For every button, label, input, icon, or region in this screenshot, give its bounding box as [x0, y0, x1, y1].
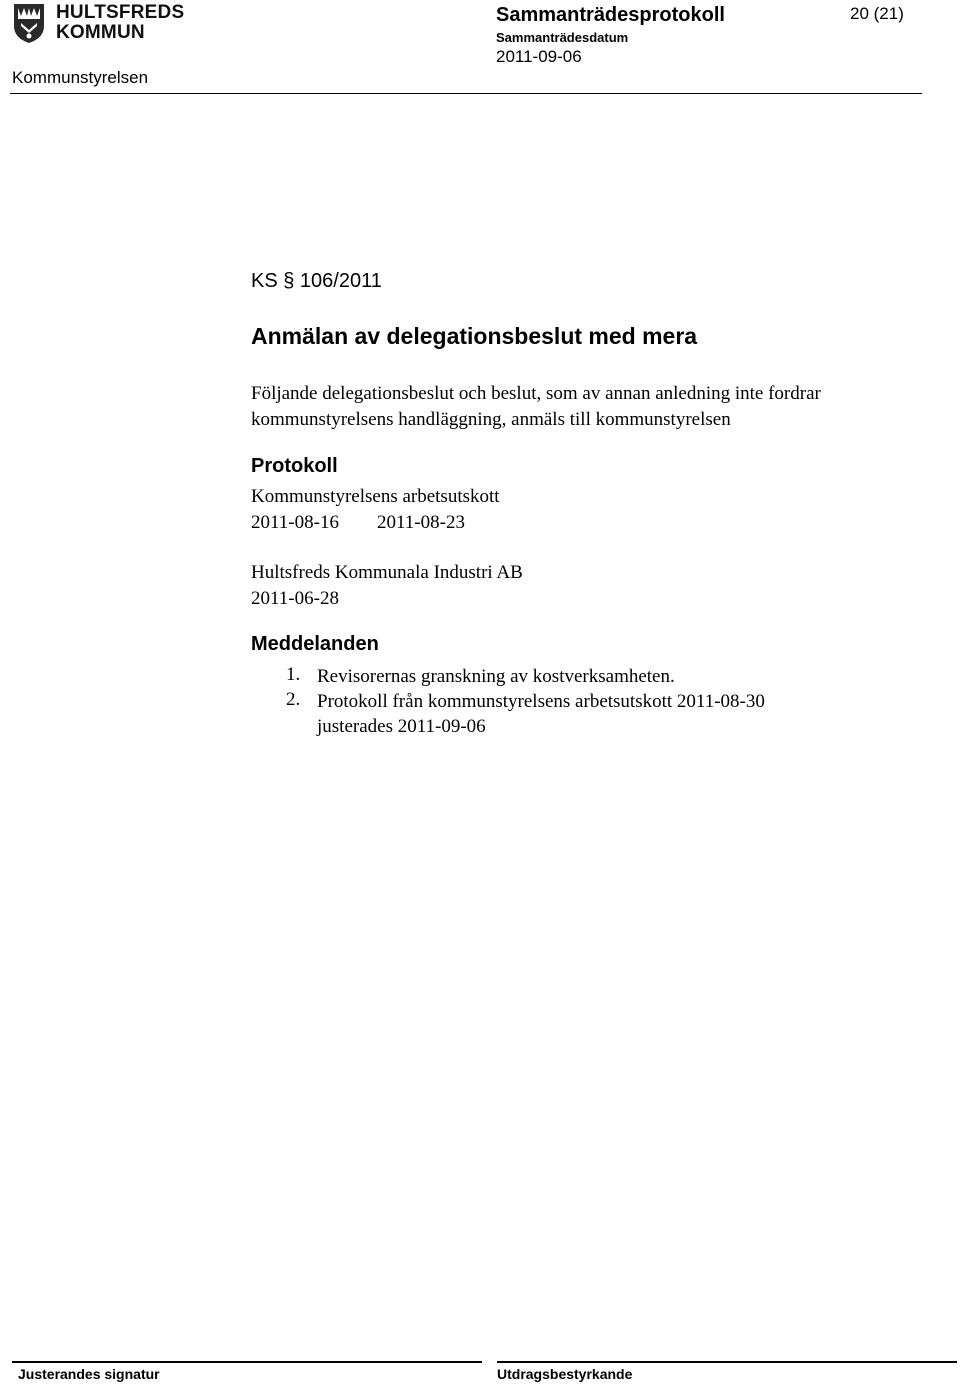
- municipality-logo: [12, 2, 185, 46]
- list-item-text: Protokoll från kommunstyrelsens arbetsutskott 2011-08-30: [317, 691, 765, 712]
- list-item-number: 2.: [286, 689, 301, 710]
- header-divider: [10, 93, 922, 94]
- company-name: Hultsfreds Kommunala Industri AB: [251, 562, 523, 583]
- protokoll-heading: Protokoll: [251, 455, 338, 477]
- footer-divider-right: [497, 1361, 957, 1363]
- logo-text-line1: HULTSFREDS: [56, 2, 185, 23]
- company-date: 2011-06-28: [251, 588, 339, 609]
- protokoll-date-1: 2011-08-16: [251, 512, 339, 533]
- section-heading: Anmälan av delegationsbeslut med mera: [251, 323, 698, 349]
- page-number: 20 (21): [850, 4, 904, 23]
- intro-line-2: kommunstyrelsens handläggning, anmäls till kommunstyrelsen: [251, 409, 731, 430]
- list-item-text-continued: justerades 2011-09-06: [317, 716, 486, 737]
- meeting-date-label: Sammanträdesdatum: [496, 30, 629, 45]
- protokoll-date-2: 2011-08-23: [377, 512, 465, 533]
- certification-label: Utdragsbestyrkande: [497, 1366, 633, 1382]
- meeting-date-value: 2011-09-06: [496, 47, 582, 66]
- list-item-number: 1.: [286, 664, 301, 685]
- protokoll-body: Kommunstyrelsens arbetsutskott: [251, 486, 500, 507]
- list-item-text: Revisorernas granskning av kostverksamheten.: [317, 666, 675, 687]
- signature-label: Justerandes signatur: [18, 1366, 160, 1382]
- organ-name: Kommunstyrelsen: [12, 68, 149, 87]
- meddelanden-heading: Meddelanden: [251, 633, 379, 655]
- footer-divider-left: [12, 1361, 482, 1363]
- logo-text-line2: KOMMUN: [56, 22, 145, 43]
- case-reference: KS § 106/2011: [251, 270, 382, 292]
- intro-line-1: Följande delegationsbeslut och beslut, som av annan anledning inte fordrar: [251, 383, 821, 404]
- document-title: Sammanträdesprotokoll: [496, 4, 725, 26]
- intro-paragraph: [251, 381, 931, 433]
- crest-icon: [12, 2, 46, 44]
